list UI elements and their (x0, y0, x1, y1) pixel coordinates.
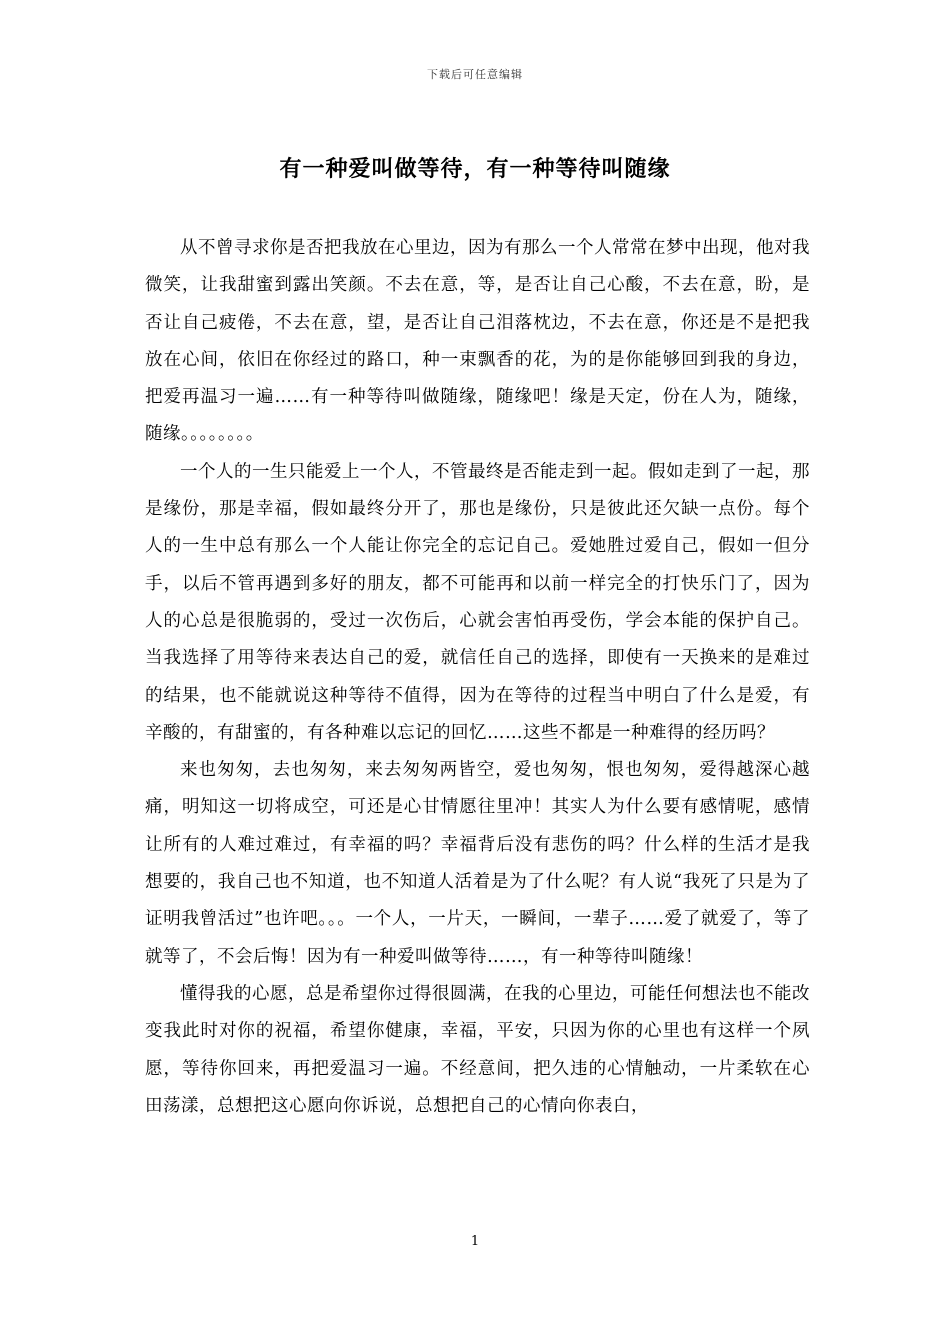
page-number: 1 (470, 1234, 480, 1249)
paragraph: 懂得我的心愿，总是希望你过得很圆满，在我的心里边，可能任何想法也不能改变我此时对你的祝福，希望你健康，幸福，平安，只因为你的心里也有这样一个夙愿，等待你回来，再把爱温习一遍。不经意间，把久违的心情触动，一片柔软在心田荡漾，总想把这心愿向你诉说，总想把自己的心情向你表白， (145, 983, 810, 1116)
paragraph: 一个人的一生只能爱上一个人，不管最终是否能走到一起。假如走到了一起，那是缘份，那是幸福，假如最终分开了，那也是缘份，只是彼此还欠缺一点份。每个人的一生中总有那么一个人能让你完全的忘记自己。爱她胜过爱自己，假如一但分手，以后不管再遇到多好的朋友，都不可能再和以前一样完全的打快乐门了，因为人的心总是很脆弱的，受过一次伤后，心就会害怕再受伤，学会本能的保护自己。当我选择了用等待来表达自己的爱，就信任自己的选择，即使有一天换来的是难过的结果，也不能就说这种等待不值得，因为在等待的过程当中明白了什么是爱，有辛酸的，有甜蜜的，有各种难以忘记的回忆……这些不都是一种难得的经历吗？ (145, 461, 810, 743)
document-body (145, 230, 810, 1125)
header-note: 下载后可任意编辑 (427, 68, 523, 81)
paragraph: 来也匆匆，去也匆匆，来去匆匆两皆空，爱也匆匆，恨也匆匆，爱得越深心越痛，明知这一切将成空，可还是心甘情愿往里冲！其实人为什么要有感情呢，感情让所有的人难过难过，有幸福的吗？幸福背后没有悲伤的吗？什么样的生活才是我想要的，我自己也不知道，也不知道人活着是为了什么呢？有人说“我死了只是为了证明我曾活过”也许吧。。。一个人，一片天，一瞬间，一辈子……爱了就爱了，等了就等了，不会后悔！因为有一种爱叫做等待……，有一种等待叫随缘！ (145, 760, 810, 967)
paragraph: 从不曾寻求你是否把我放在心里边，因为有那么一个人常常在梦中出现，他对我微笑，让我甜蜜到露出笑颜。不去在意，等，是否让自己心酸，不去在意，盼，是否让自己疲倦，不去在意，望，是否让自己泪落枕边，不去在意，你还是不是把我放在心间，依旧在你经过的路口，种一束飘香的花，为的是你能够回到我的身边，把爱再温习一遍……有一种等待叫做随缘，随缘吧！缘是天定，份在人为，随缘，随缘。。。。。。。。 (145, 238, 810, 445)
document-title: 有一种爱叫做等待，有一种等待叫随缘 (279, 157, 671, 182)
